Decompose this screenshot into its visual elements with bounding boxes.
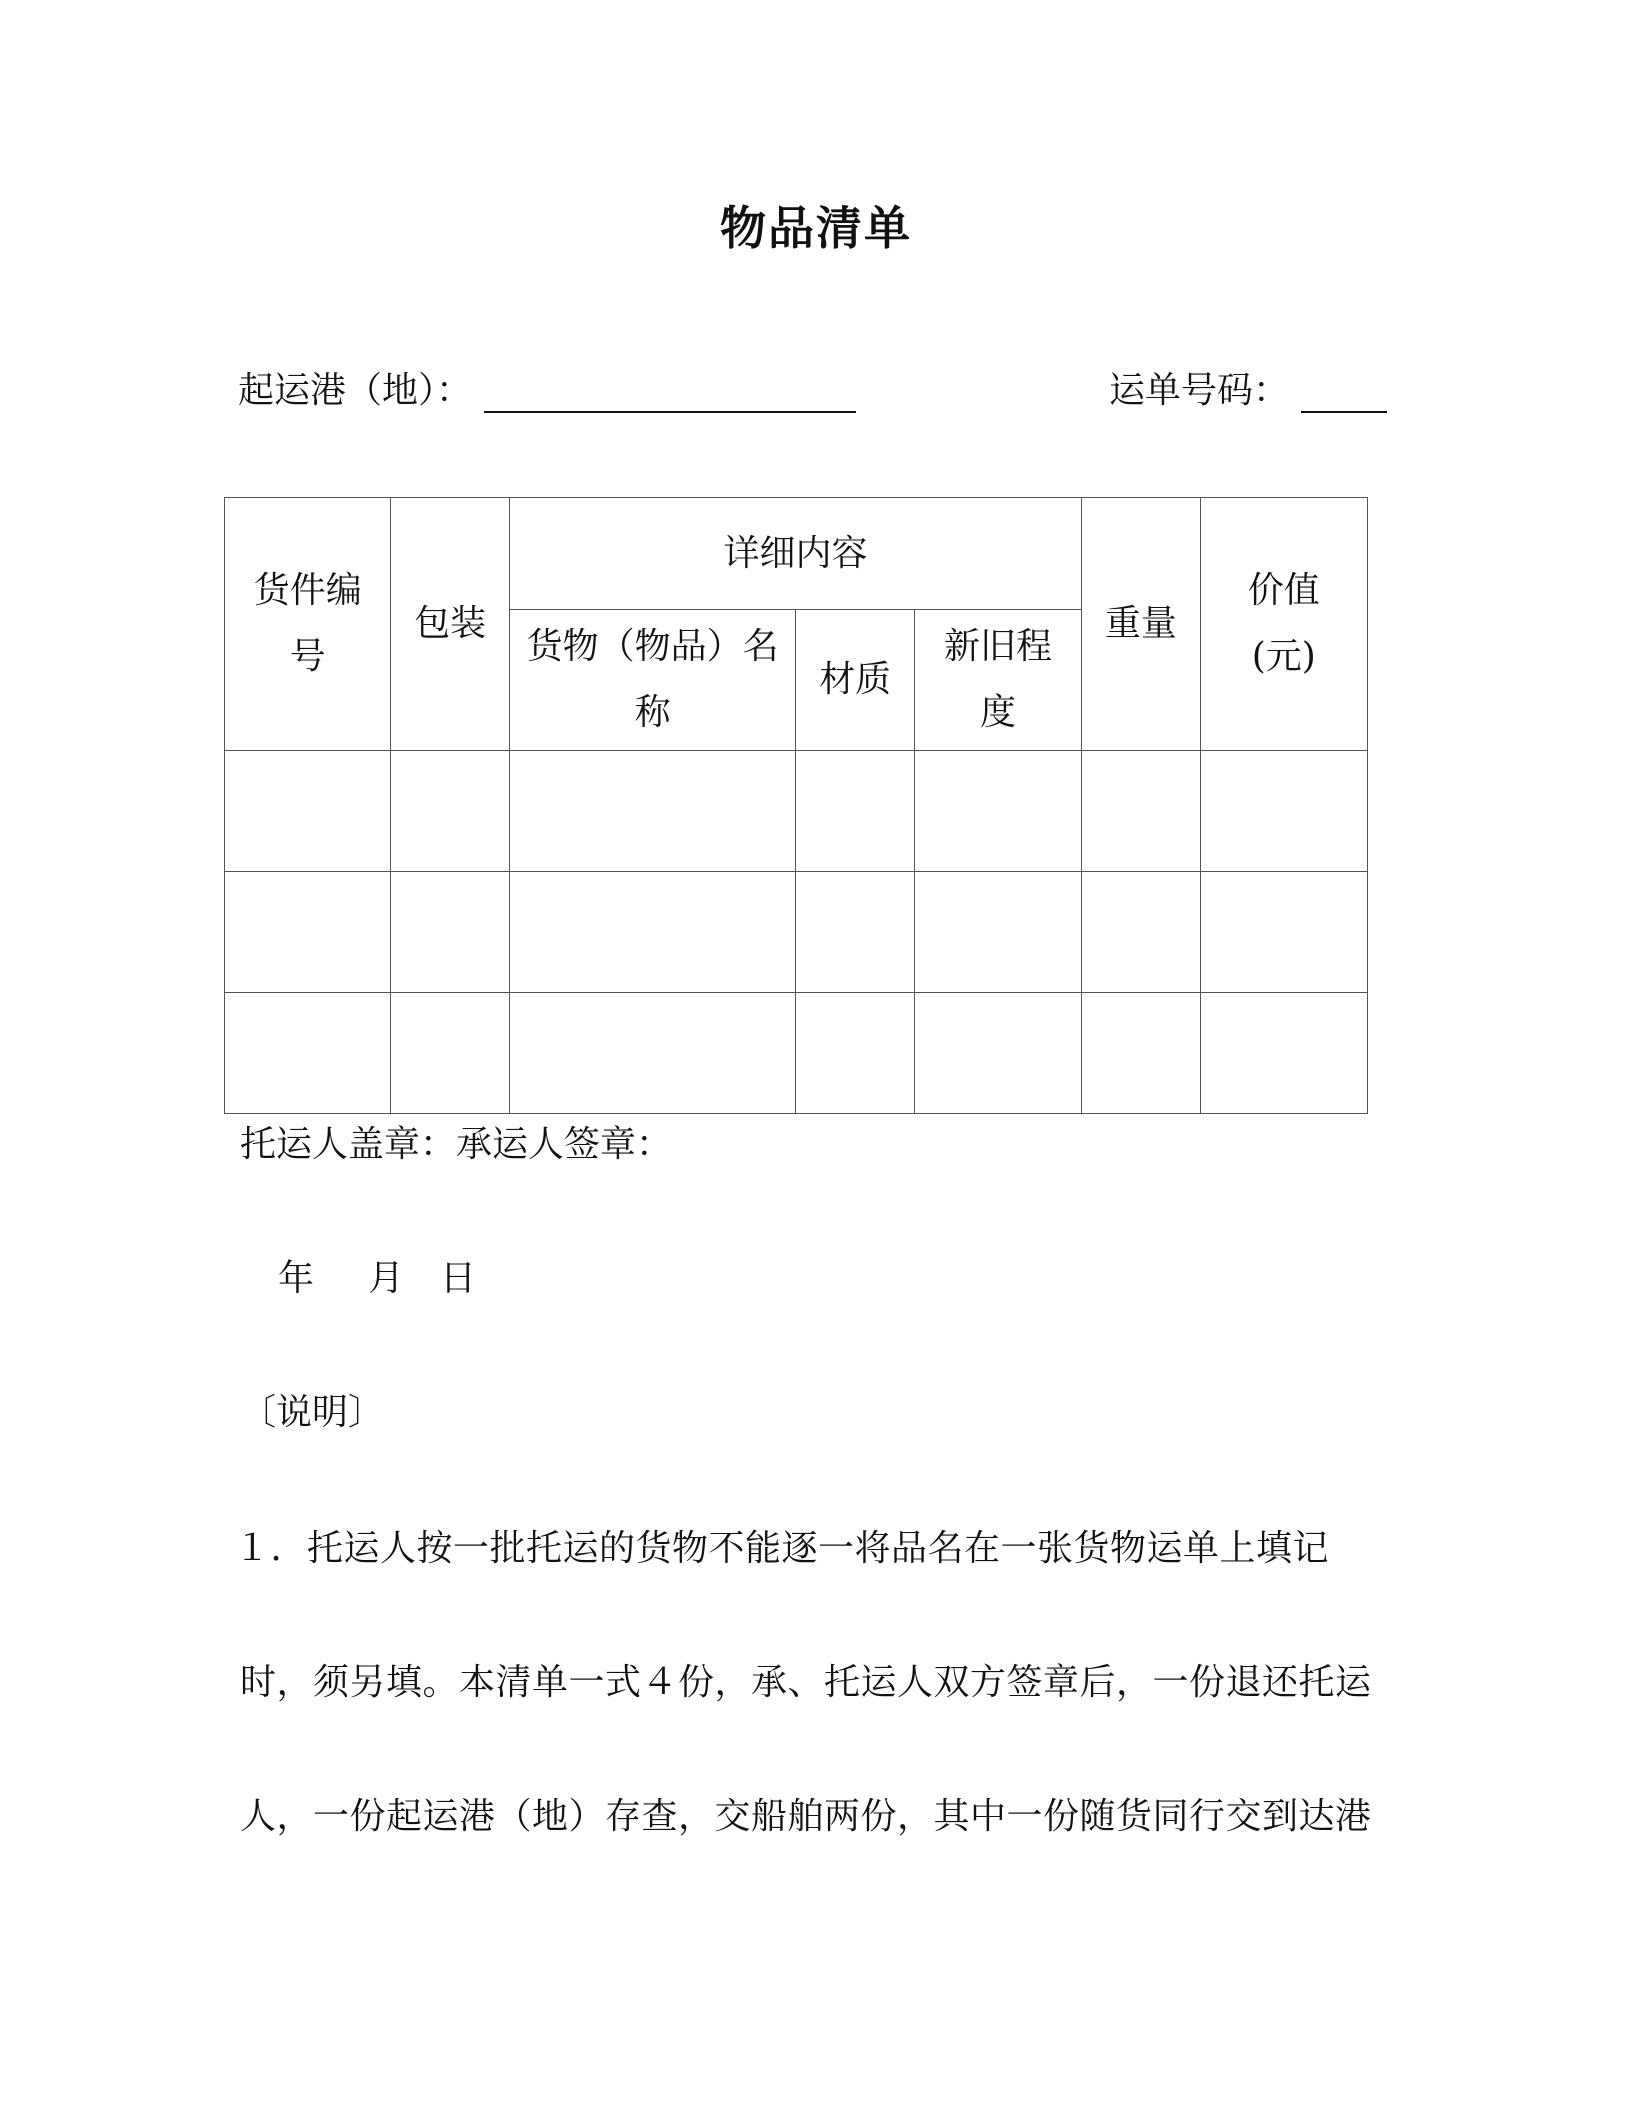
table-cell[interactable] <box>391 872 509 993</box>
note-heading: 〔说明〕 <box>240 1392 385 1433</box>
waybill-number-field <box>1109 362 1387 413</box>
page-title: 物品清单 <box>720 201 912 255</box>
header-weight: 重量 <box>1082 498 1200 751</box>
table-cell[interactable] <box>1200 872 1368 993</box>
table-cell[interactable] <box>1082 993 1200 1114</box>
date-line <box>278 1250 476 1301</box>
origin-port-field <box>238 362 856 413</box>
table-cell[interactable] <box>1082 872 1200 993</box>
table-cell[interactable] <box>914 872 1081 993</box>
date-month: 月 <box>368 1258 405 1299</box>
header-goods-name: 货物（物品）名 称 <box>509 610 796 751</box>
waybill-number-blank[interactable] <box>1301 365 1387 413</box>
table-cell[interactable] <box>225 751 391 872</box>
table-cell[interactable] <box>914 993 1081 1114</box>
signature-line: 托运人盖章：承运人签章： <box>240 1124 673 1165</box>
table-cell[interactable] <box>391 751 509 872</box>
header-item-number: 货件编 号 <box>225 498 391 751</box>
note-paragraph-line-1: １．托运人按一批托运的货物不能逐一将品名在一张货物运单上填记 <box>234 1528 1330 1569</box>
table-cell[interactable] <box>1082 751 1200 872</box>
waybill-number-label: 运单号码： <box>1109 370 1290 411</box>
table-row <box>225 751 1368 872</box>
table-row <box>225 872 1368 993</box>
header-material: 材质 <box>796 610 914 751</box>
origin-port-blank[interactable] <box>484 365 856 413</box>
header-condition: 新旧程 度 <box>914 610 1081 751</box>
goods-table <box>224 497 1368 1114</box>
table-row <box>225 993 1368 1114</box>
origin-port-label: 起运港（地）： <box>238 370 473 411</box>
table-cell[interactable] <box>225 993 391 1114</box>
header-details: 详细内容 <box>509 498 1081 610</box>
table-cell[interactable] <box>509 993 796 1114</box>
table-cell[interactable] <box>796 872 914 993</box>
table-cell[interactable] <box>391 993 509 1114</box>
table-cell[interactable] <box>1200 751 1368 872</box>
header-packing: 包装 <box>391 498 509 751</box>
note-paragraph-line-3: 人，一份起运港（地）存查，交船舶两份，其中一份随货同行交到达港 <box>240 1796 1372 1837</box>
table-cell[interactable] <box>796 993 914 1114</box>
table-cell[interactable] <box>509 872 796 993</box>
table-cell[interactable] <box>225 872 391 993</box>
table-cell[interactable] <box>509 751 796 872</box>
date-year: 年 <box>278 1258 315 1299</box>
table-cell[interactable] <box>1200 993 1368 1114</box>
header-value: 价值 (元) <box>1200 498 1368 751</box>
note-paragraph-line-2: 时，须另填。本清单一式４份，承、托运人双方签章后，一份退还托运 <box>240 1662 1372 1703</box>
table-cell[interactable] <box>914 751 1081 872</box>
table-cell[interactable] <box>796 751 914 872</box>
date-day: 日 <box>440 1258 477 1299</box>
